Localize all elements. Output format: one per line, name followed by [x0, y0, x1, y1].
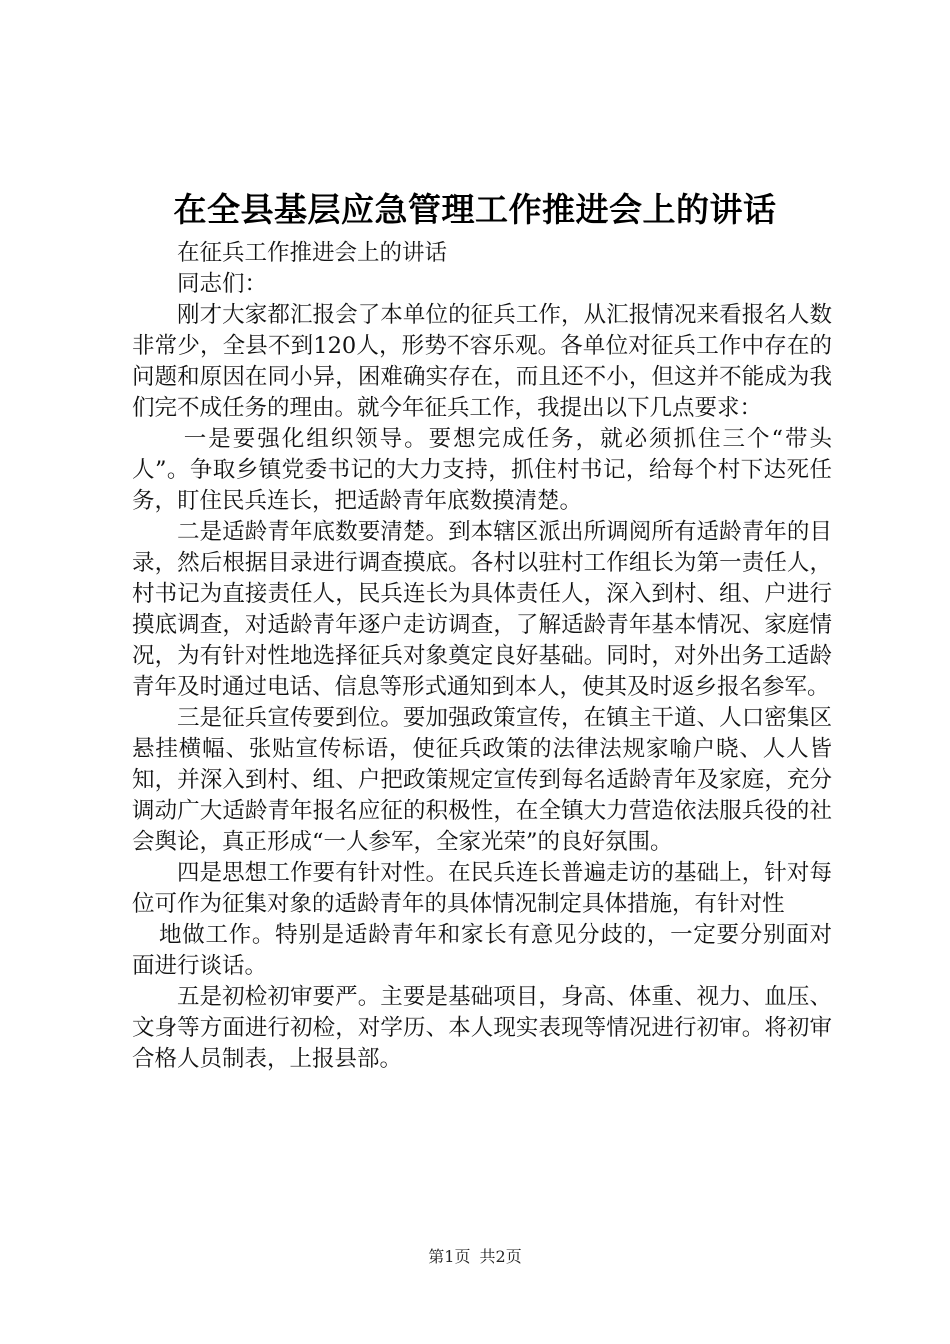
document-subtitle: 在征兵工作推进会上的讲话 — [177, 240, 448, 266]
page-total: 共2页 — [479, 1247, 522, 1266]
paragraph-point-3: 三是征兵宣传要到位。要加强政策宣传，在镇主干道、人口密集区悬挂横幅、张贴宣传标语，使征兵政策的法律法规家喻户晓、人人皆知，并深入到村、组、户把政策规定宣传到每名适龄青年及家庭，充分调动广大适龄青年报名应征的积极性，在全镇大力营造依法服兵役的社会舆论，真正形成“一人参军，全家光荣”的良好氛围。 — [132, 705, 832, 855]
paragraph-point-4: 四是思想工作要有针对性。在民兵连长普遍走访的基础上，针对每位可作为征集对象的适龄青年的具体情况制定具体措施，有针对性 — [132, 860, 832, 917]
document-title: 在全县基层应急管理工作推进会上的讲话 — [173, 190, 777, 229]
paragraph-intro: 刚才大家都汇报会了本单位的征兵工作，从汇报情况来看报名人数非常少，全县不到120人，形势不容乐观。各单位对征兵工作中存在的问题和原因在同小异，困难确实存在，而且还不小，但这并不能成为我们完不成任务的理由。就今年征兵工作，我提出以下几点要求： — [132, 302, 832, 421]
salutation: 同志们： — [177, 271, 268, 297]
page-number: 第1页 — [428, 1247, 471, 1266]
paragraph-point-2: 二是适龄青年底数要清楚。到本辖区派出所调阅所有适龄青年的目录，然后根据目录进行调查摸底。各村以驻村工作组长为第一责任人，村书记为直接责任人，民兵连长为具体责任人，深入到村、组、户进行摸底调查，对适龄青年逐户走访调查，了解适龄青年基本情况、家庭情况，为有针对性地选择征兵对象奠定良好基础。同时，对外出务工适龄青年及时通过电话、信息等形式通知到本人，使其及时返乡报名参军。 — [132, 519, 832, 700]
paragraph-point-1: 一是要强化组织领导。要想完成任务，就必须抓住三个“带头人”。争取乡镇党委书记的大力支持，抓住村书记，给每个村下达死任务，盯住民兵连长，把适龄青年底数摸清楚。 — [132, 426, 832, 514]
paragraph-point-4-continued: 地做工作。特别是适龄青年和家长有意见分歧的，一定要分别面对面进行谈话。 — [132, 922, 832, 979]
paragraph-point-5: 五是初检初审要严。主要是基础项目，身高、体重、视力、血压、文身等方面进行初检，对学历、本人现实表现等情况进行初审。将初审合格人员制表，上报县部。 — [132, 984, 832, 1072]
document-body — [132, 238, 832, 1075]
page-footer — [0, 1244, 950, 1267]
